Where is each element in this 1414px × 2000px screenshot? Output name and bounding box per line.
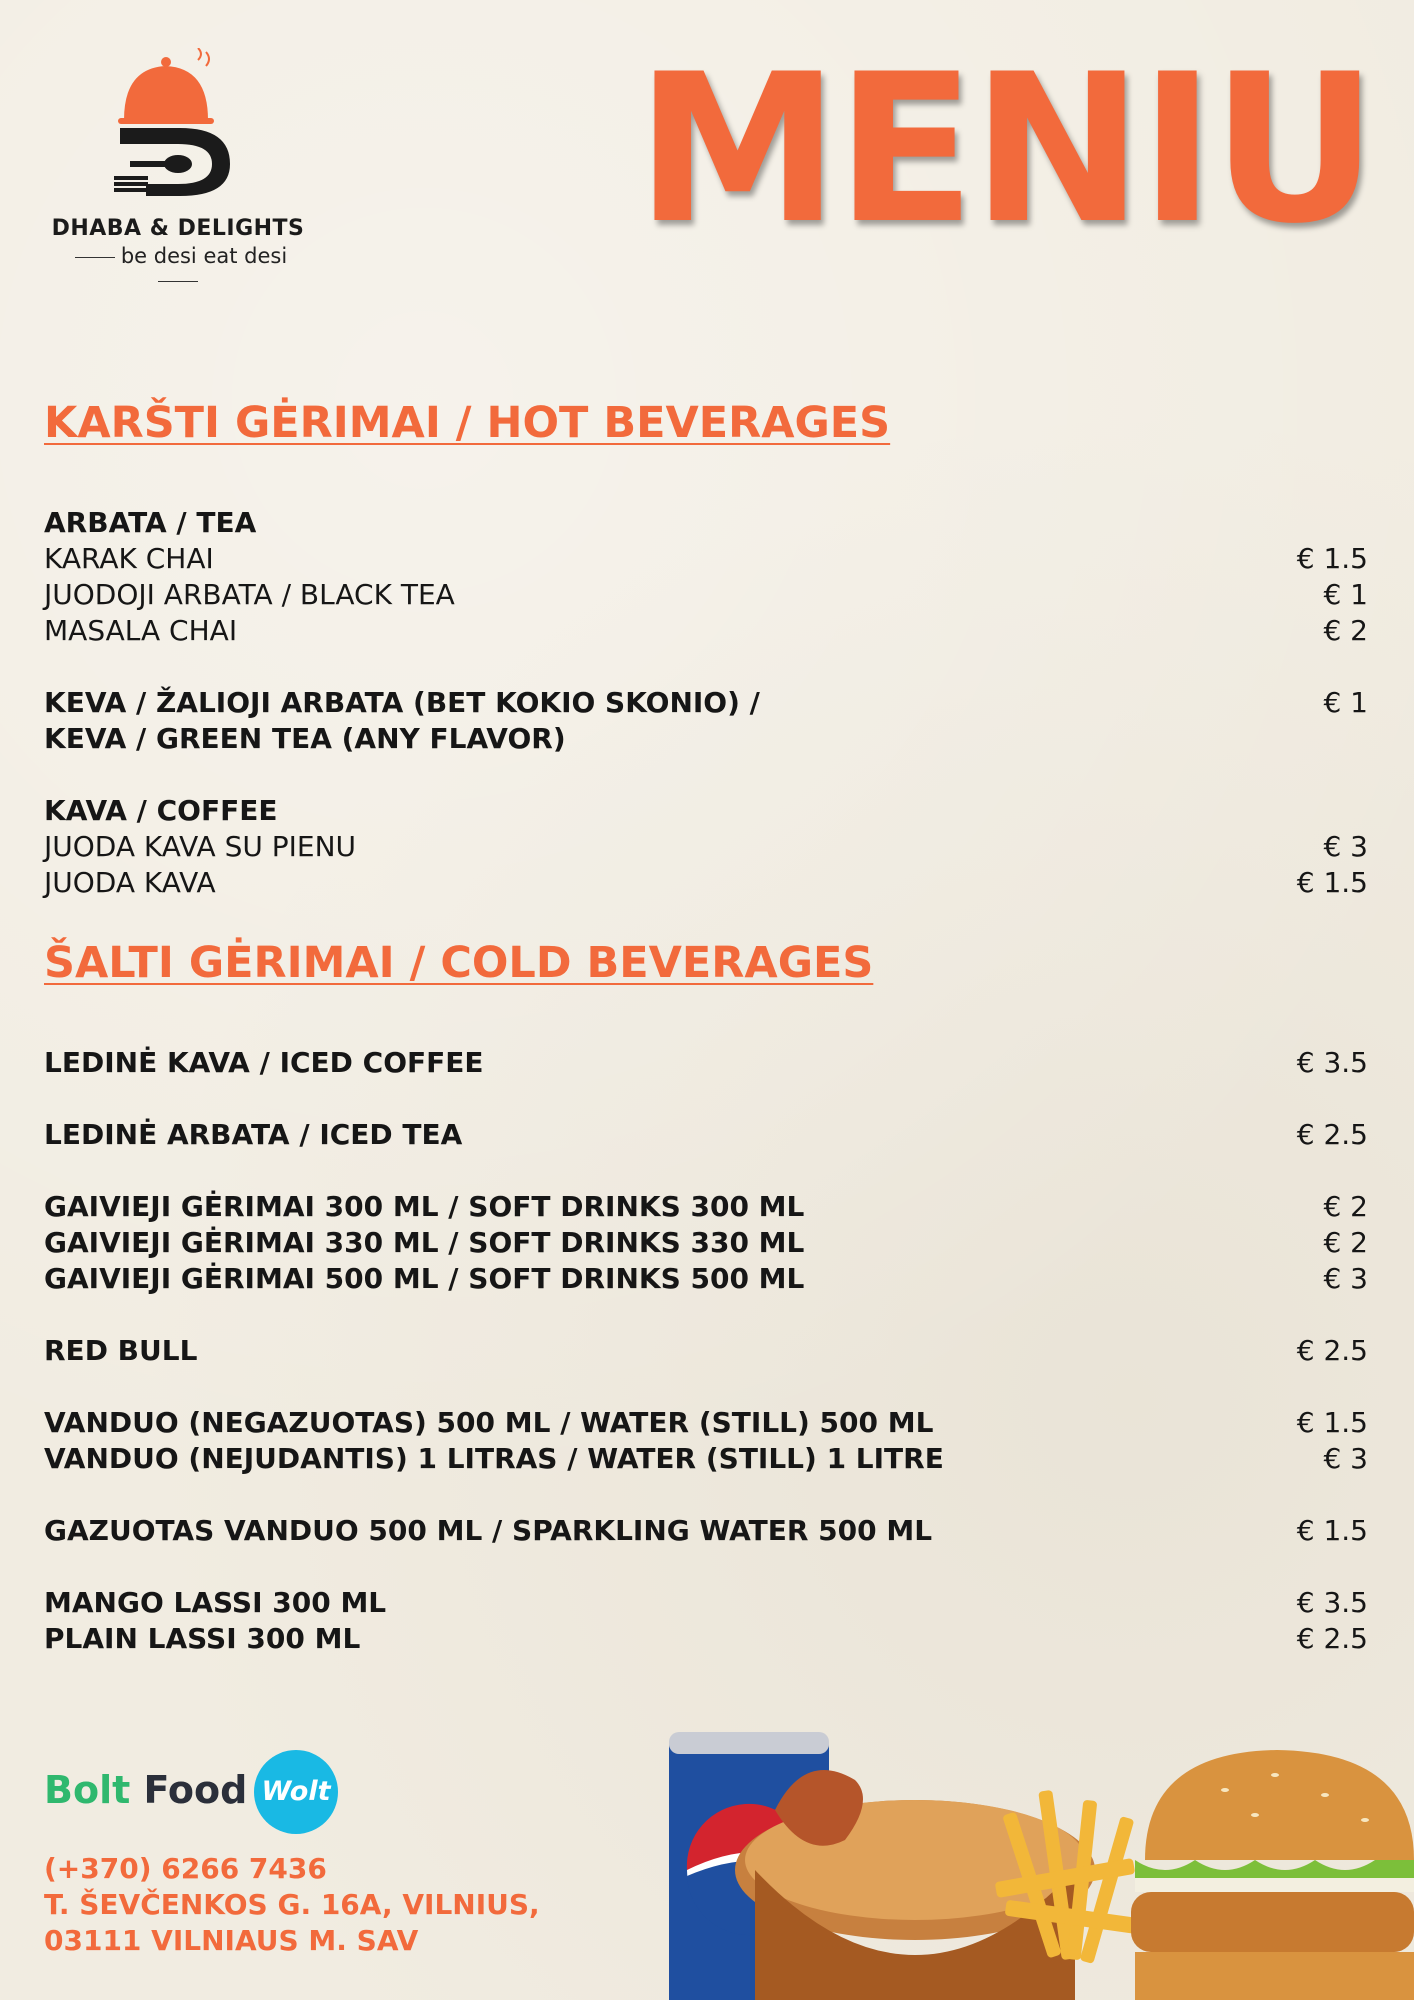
item-price: € 3 (1323, 1262, 1368, 1295)
item-label: MANGO LASSI 300 ML (44, 1586, 387, 1619)
item-label: PLAIN LASSI 300 ML (44, 1622, 361, 1655)
list-item (44, 1441, 1368, 1477)
item-label: RED BULL (44, 1334, 198, 1367)
brand-logo (44, 48, 312, 273)
item-price: € 1 (1323, 686, 1368, 719)
list-item (44, 829, 1368, 865)
list-item (44, 1045, 1368, 1081)
list-item (44, 685, 1368, 721)
item-price: € 3 (1323, 830, 1368, 863)
list-item (44, 613, 1368, 649)
item-label: VANDUO (NEJUDANTIS) 1 LITRAS / WATER (STILL) 1 LITRE (44, 1442, 944, 1475)
item-label: VANDUO (NEGAZUOTAS) 500 ML / WATER (STILL) 500 ML (44, 1406, 934, 1439)
item-price: € 3.5 (1296, 1046, 1368, 1079)
item-label: JUODA KAVA (44, 866, 216, 899)
item-price: € 3.5 (1296, 1586, 1368, 1619)
list-item (44, 577, 1368, 613)
list-item (44, 505, 1368, 541)
list-item (44, 793, 1368, 829)
item-price: € 3 (1323, 1442, 1368, 1475)
item-label: KEVA / GREEN TEA (ANY FLAVOR) (44, 722, 566, 755)
contact-address-line2: 03111 VILNIAUS M. SAV (44, 1924, 419, 1957)
brand-tagline: be desi eat desi (44, 244, 312, 292)
item-label: LEDINĖ ARBATA / ICED TEA (44, 1118, 463, 1151)
list-item (44, 1261, 1368, 1297)
list-item (44, 1333, 1368, 1369)
item-price: € 1.5 (1296, 866, 1368, 899)
list-item (44, 1585, 1368, 1621)
list-item (44, 1117, 1368, 1153)
item-label: MASALA CHAI (44, 614, 238, 647)
list-item (44, 1513, 1368, 1549)
section-heading-cold: ŠALTI GĖRIMAI / COLD BEVERAGES (44, 938, 874, 988)
item-label: GAIVIEJI GĖRIMAI 330 ML / SOFT DRINKS 330 ML (44, 1226, 805, 1259)
item-label: LEDINĖ KAVA / ICED COFFEE (44, 1046, 484, 1079)
wolt-logo: Wolt (254, 1750, 338, 1834)
burger-image (1131, 1750, 1414, 2000)
food-illustration (665, 1720, 1414, 2000)
item-price: € 1.5 (1296, 1406, 1368, 1439)
item-label: JUODA KAVA SU PIENU (44, 830, 357, 863)
bolt-word: Bolt (44, 1768, 131, 1812)
list-item (44, 1405, 1368, 1441)
item-label: KEVA / ŽALIOJI ARBATA (BET KOKIO SKONIO) / (44, 686, 760, 719)
list-item (44, 865, 1368, 901)
list-item (44, 1621, 1368, 1657)
item-label: JUODOJI ARBATA / BLACK TEA (44, 578, 455, 611)
item-label: GAIVIEJI GĖRIMAI 300 ML / SOFT DRINKS 300 ML (44, 1190, 805, 1223)
item-price: € 2.5 (1296, 1118, 1368, 1151)
contact-address-line1: T. ŠEVČENKOS G. 16A, VILNIUS, (44, 1888, 540, 1921)
item-price: € 1 (1323, 578, 1368, 611)
bolt-food-logo (44, 1768, 247, 1812)
list-item (44, 721, 1368, 757)
item-label: GAZUOTAS VANDUO 500 ML / SPARKLING WATER 500 ML (44, 1514, 933, 1547)
contact-phone: (+370) 6266 7436 (44, 1852, 327, 1885)
item-label: KARAK CHAI (44, 542, 214, 575)
item-price: € 1.5 (1296, 1514, 1368, 1547)
list-item (44, 1225, 1368, 1261)
brand-name: DHABA & DELIGHTS (51, 216, 305, 241)
item-price: € 2 (1323, 1190, 1368, 1223)
item-price: € 2.5 (1296, 1622, 1368, 1655)
item-price: € 2 (1323, 614, 1368, 647)
item-price: € 1.5 (1296, 542, 1368, 575)
list-item (44, 1189, 1368, 1225)
page-title: MENIU (635, 31, 1374, 269)
cloche-logo-icon (110, 48, 250, 208)
item-price: € 2.5 (1296, 1334, 1368, 1367)
food-word: Food (143, 1768, 248, 1812)
item-label: KAVA / COFFEE (44, 794, 278, 827)
list-item (44, 541, 1368, 577)
section-heading-hot: KARŠTI GĖRIMAI / HOT BEVERAGES (44, 398, 891, 448)
item-label: GAIVIEJI GĖRIMAI 500 ML / SOFT DRINKS 500 ML (44, 1262, 805, 1295)
item-label: ARBATA / TEA (44, 506, 257, 539)
item-price: € 2 (1323, 1226, 1368, 1259)
